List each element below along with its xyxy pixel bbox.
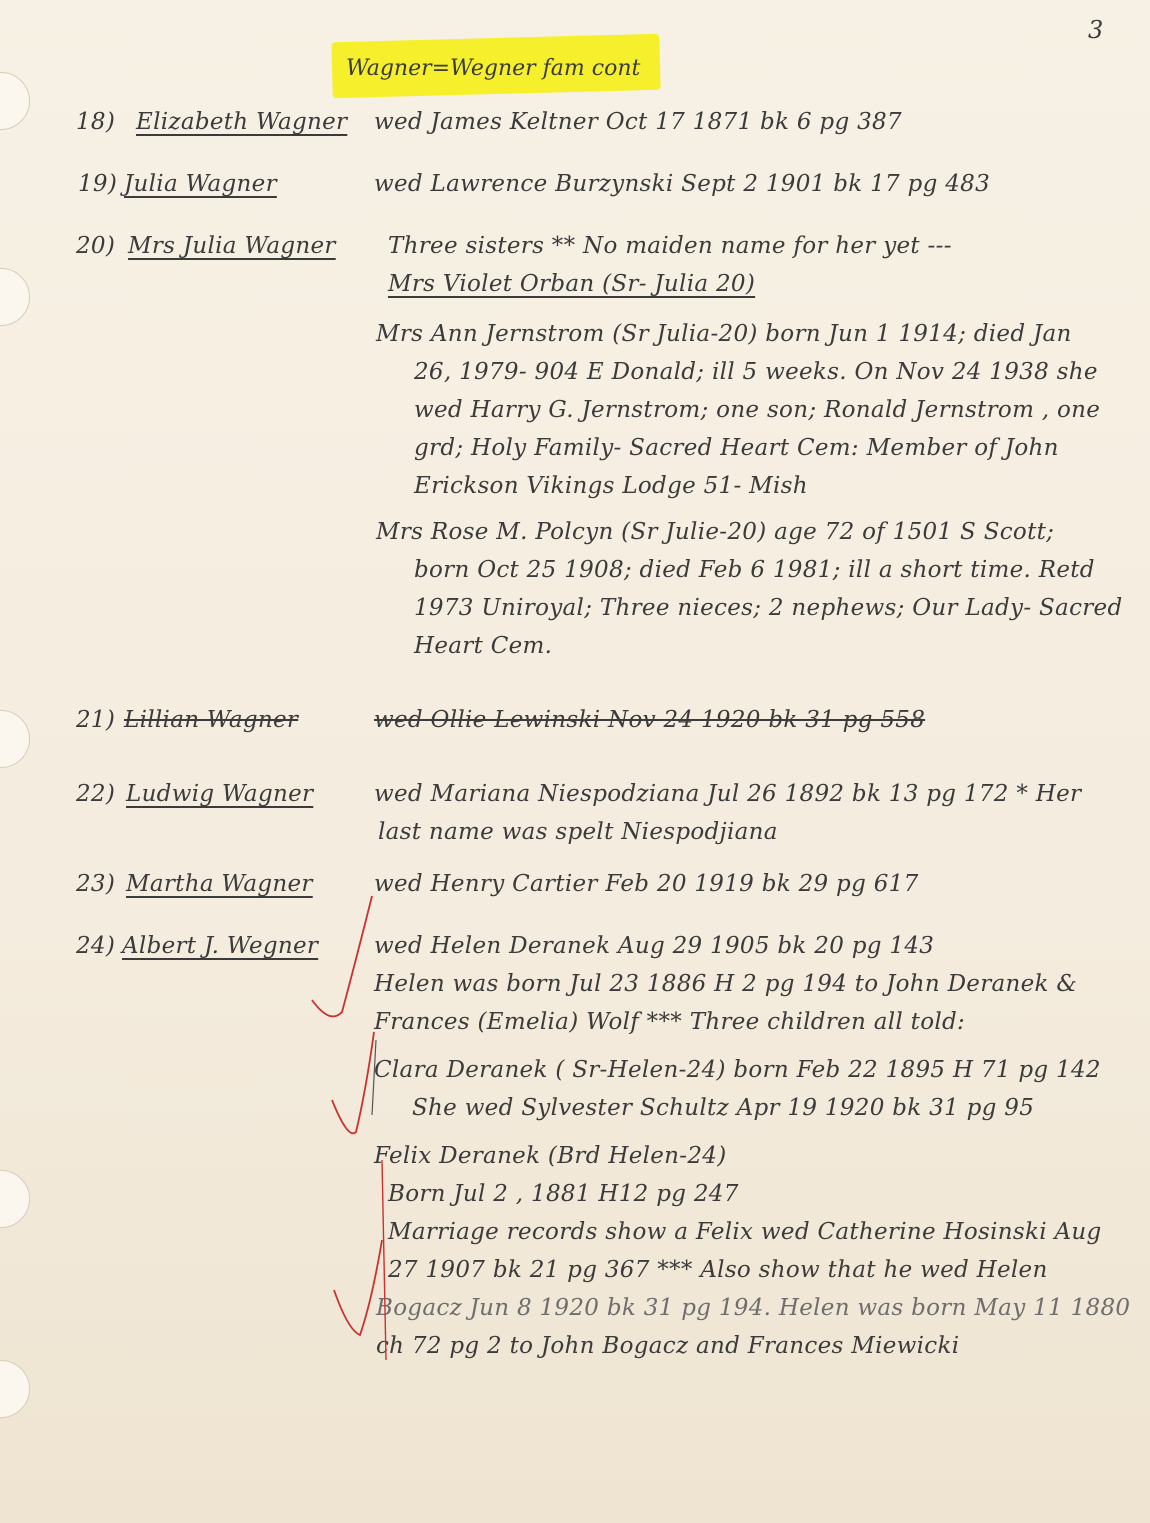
entry-line: last name was spelt Niespodjiana — [378, 819, 778, 845]
entry-line: wed James Keltner Oct 17 1871 bk 6 pg 387 — [374, 109, 902, 135]
entry-line: ch 72 pg 2 to John Bogacz and Frances Miewicki — [376, 1333, 960, 1359]
red-check-mark — [312, 896, 372, 1016]
entry-line: wed Lawrence Burzynski Sept 2 1901 bk 17 pg 483 — [374, 171, 991, 197]
entry-line: Mrs Violet Orban (Sr- Julia 20) — [388, 271, 756, 297]
entry-number: 22) — [76, 781, 116, 807]
entry-line: wed Mariana Niespodziana Jul 26 1892 bk 13 pg 172 * Her — [374, 781, 1082, 807]
entry-line: Felix Deranek (Brd Helen-24) — [374, 1143, 727, 1169]
red-bracket-line — [382, 1160, 386, 1360]
ink-bracket-line — [372, 1040, 376, 1115]
entry-line: Helen was born Jul 23 1886 H 2 pg 194 to John Deranek & — [374, 971, 1078, 997]
entry-line: wed Henry Cartier Feb 20 1919 bk 29 pg 617 — [374, 871, 919, 897]
entry-line: Marriage records show a Felix wed Catherine Hosinski Aug — [388, 1219, 1102, 1245]
entry-number: 19) — [78, 171, 118, 197]
entry-line: wed Helen Deranek Aug 29 1905 bk 20 pg 143 — [374, 933, 935, 959]
entry-line: Frances (Emelia) Wolf *** Three children all told: — [374, 1009, 966, 1035]
entry-line: wed Harry G. Jernstrom; one son; Ronald Jernstrom , one — [414, 397, 1101, 423]
page-heading: Wagner=Wegner fam cont — [346, 56, 641, 81]
entry-name: Ludwig Wagner — [126, 781, 314, 807]
entry-line: Erickson Vikings Lodge 51- Mish — [414, 473, 808, 499]
entry-line: 27 1907 bk 21 pg 367 *** Also show that he wed Helen — [388, 1257, 1048, 1283]
entry-line: Born Jul 2 , 1881 H12 pg 247 — [388, 1181, 739, 1207]
entry-name: Martha Wagner — [126, 871, 313, 897]
entry-line: Clara Deranek ( Sr-Helen-24) born Feb 22 1895 H 71 pg 142 — [374, 1057, 1101, 1083]
entry-number: 24) — [76, 933, 116, 959]
entry-line: 1973 Uniroyal; Three nieces; 2 nephews; Our Lady- Sacred — [414, 595, 1123, 621]
entry-line: 26, 1979- 904 E Donald; ill 5 weeks. On Nov 24 1938 she — [414, 359, 1098, 385]
entry-name: Mrs Julia Wagner — [128, 233, 336, 259]
entry-line: Heart Cem. — [414, 633, 553, 659]
page-number: 3 — [1088, 16, 1104, 44]
entry-number: 20) — [76, 233, 116, 259]
entry-line: grd; Holy Family- Sacred Heart Cem: Member of John — [414, 435, 1059, 461]
entry-name: Lillian Wagner — [124, 707, 299, 733]
entry-line: wed Ollie Lewinski Nov 24 1920 bk 31 pg 558 — [374, 707, 926, 733]
entry-number: 23) — [76, 871, 116, 897]
entry-line: Bogacz Jun 8 1920 bk 31 pg 194. Helen was born May 11 1880 — [376, 1295, 1131, 1321]
entry-name: Elizabeth Wagner — [136, 109, 348, 135]
entry-line: born Oct 25 1908; died Feb 6 1981; ill a short time. Retd — [414, 557, 1095, 583]
entry-number: 21) — [76, 707, 116, 733]
entry-line: Three sisters ** No maiden name for her yet --- — [388, 233, 952, 259]
entry-number: 18) — [76, 109, 116, 135]
entry-line: Mrs Ann Jernstrom (Sr Julia-20) born Jun 1 1914; died Jan — [376, 321, 1072, 347]
entry-name: Albert J. Wegner — [122, 933, 319, 959]
entry-line: She wed Sylvester Schultz Apr 19 1920 bk 31 pg 95 — [412, 1095, 1035, 1121]
entry-name: Julia Wagner — [124, 171, 277, 197]
red-check-mark — [334, 1240, 382, 1335]
red-check-mark — [332, 1032, 374, 1133]
entry-line: Mrs Rose M. Polcyn (Sr Julie-20) age 72 of 1501 S Scott; — [376, 519, 1055, 545]
